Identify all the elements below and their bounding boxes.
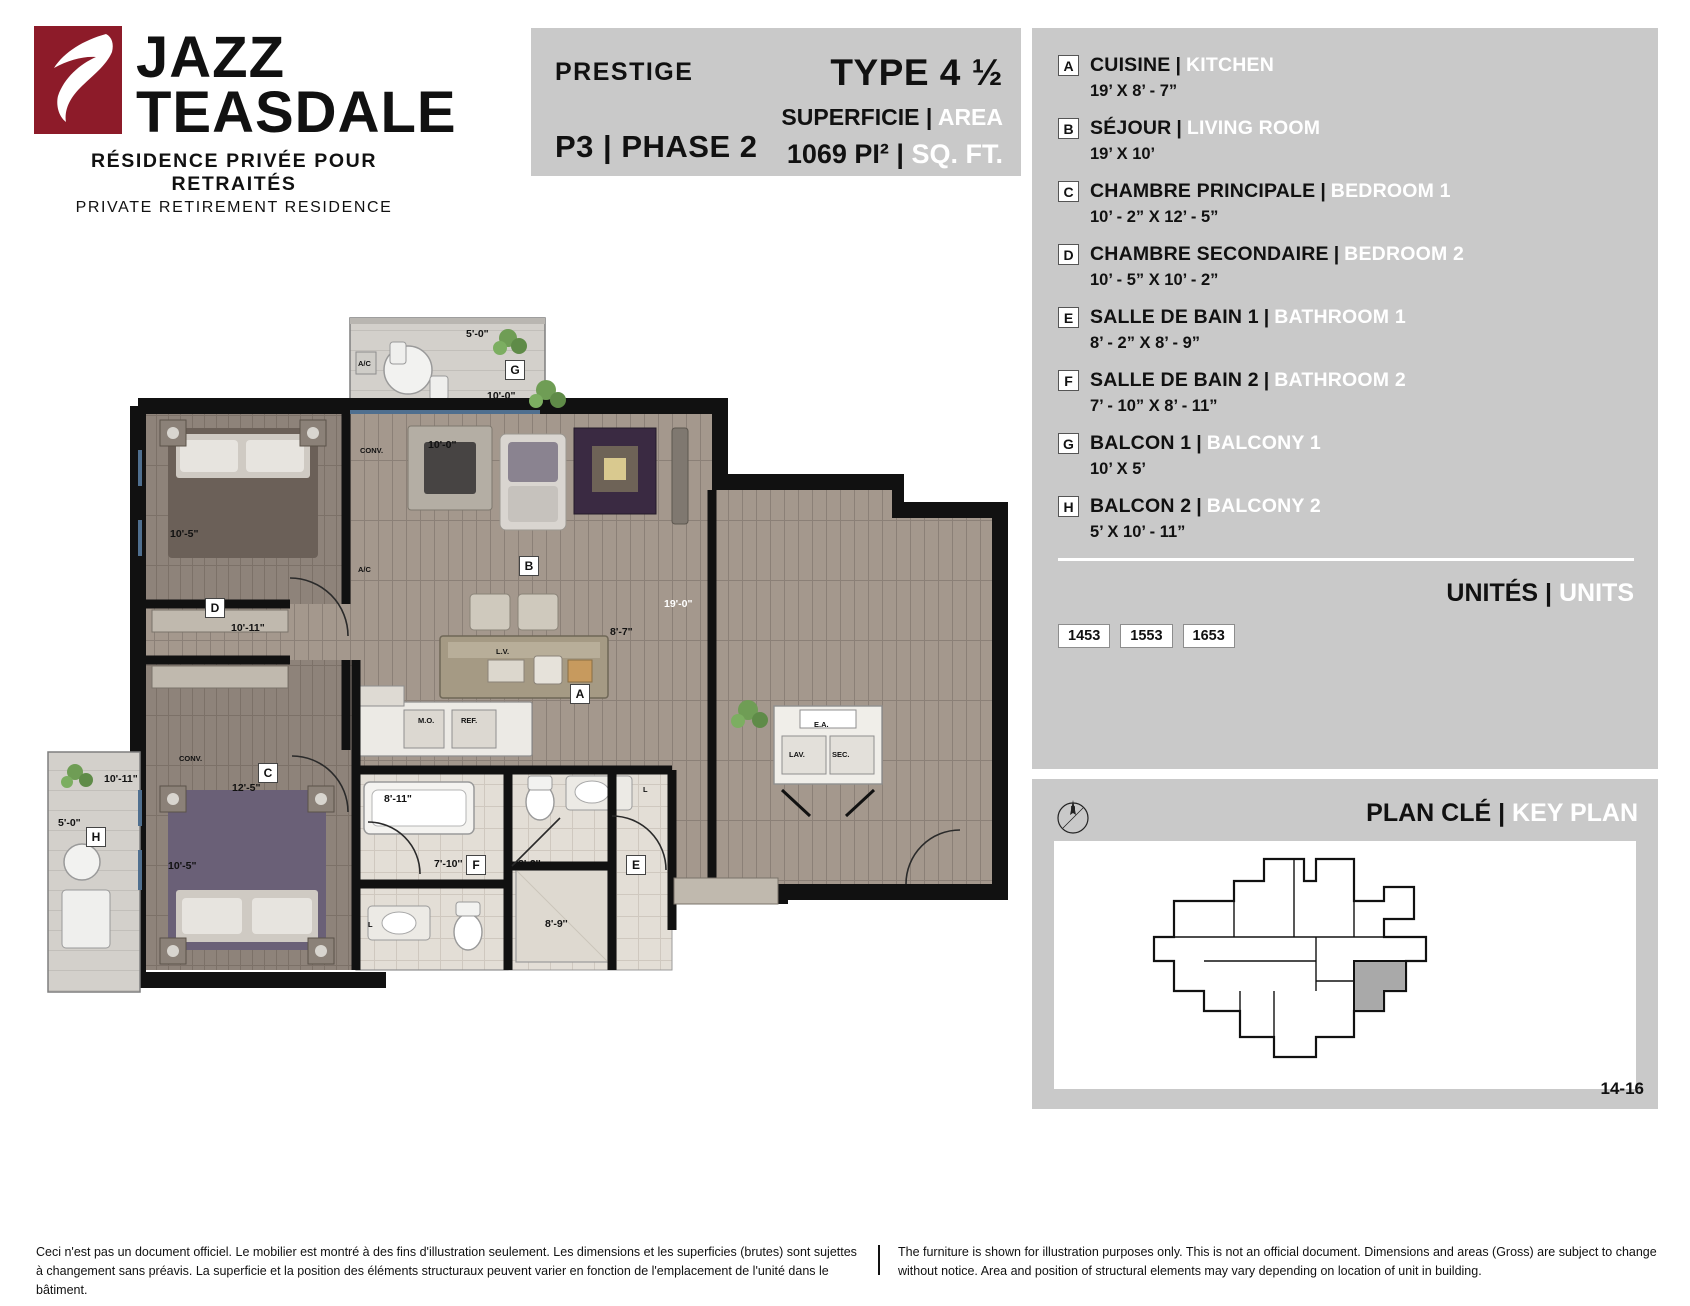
label-ac-2: A/C — [358, 565, 371, 574]
prestige-label: PRESTIGE — [555, 58, 694, 86]
legend-sep-g: | — [1196, 432, 1202, 454]
room-marker-e: E — [626, 855, 646, 875]
dim-bedroom-2-width: 10'-5" — [170, 528, 199, 540]
unit-code: P3 — [555, 129, 594, 164]
room-marker-a: A — [570, 684, 590, 704]
area-value-fr: 1069 PI² — [786, 139, 889, 169]
key-plan-title-en: KEY PLAN — [1512, 799, 1638, 827]
logo-line-2: TEASDALE — [136, 80, 457, 146]
dim-bedroom-1-width: 10'-5" — [168, 860, 197, 872]
legend-dim-g: 10’ X 5’ — [1090, 460, 1146, 478]
legend-item-bathroom-2 — [1058, 369, 1634, 416]
bedroom-2-area — [146, 414, 346, 604]
legend-label-en-b: LIVING ROOM — [1186, 117, 1321, 139]
legend-label-en-f: BATHROOM 2 — [1274, 369, 1406, 391]
key-plan-title — [1366, 799, 1638, 828]
legend-key-e: E — [1058, 307, 1079, 328]
legend-label-en-d: BEDROOM 2 — [1344, 243, 1465, 265]
dim-balcony-1-length: 10'-0" — [487, 390, 516, 402]
units-title-sep: | — [1545, 579, 1559, 607]
legend-label-en-c: BEDROOM 1 — [1330, 180, 1451, 202]
key-plan-floors: 14-16 — [1600, 1079, 1644, 1098]
dim-bathroom-1-length: 8'-9'' — [545, 918, 568, 930]
unit-chip-2: 1553 — [1120, 624, 1172, 648]
legend-sep-e: | — [1263, 306, 1270, 328]
compass-icon — [1050, 795, 1096, 841]
legend-key-g: G — [1058, 433, 1079, 454]
superficie-label-fr: SUPERFICIE — [781, 104, 920, 130]
units-title — [1032, 579, 1658, 608]
key-plan-canvas — [1054, 841, 1636, 1089]
legend-label-en-h: BALCONY 2 — [1206, 495, 1321, 517]
legend-sep-d: | — [1333, 243, 1340, 265]
dim-bathroom-2-width: 7'-10'' — [434, 858, 463, 870]
legend-dim-a: 19’ X 8’ - 7” — [1090, 82, 1178, 100]
footer-disclaimer-fr: Ceci n'est pas un document officiel. Le mobilier est montré à des fins d'illustration seulement. Les dimensions et les superficies (brutes) sont sujettes à changement sans préavis. La superficie et la position des éléments structuraux peuvent varier en fonction de l'emplacement de l'unité dans le bâtiment. — [36, 1245, 857, 1297]
legend-label-fr-a: CUISINE — [1090, 54, 1171, 76]
legend-label-fr-c: CHAMBRE PRINCIPALE — [1090, 180, 1316, 202]
legend-label-en-a: KITCHEN — [1185, 54, 1275, 76]
legend-list — [1032, 28, 1658, 542]
footer-divider — [878, 1245, 880, 1275]
legend-dim-b: 19’ X 10’ — [1090, 145, 1156, 163]
pipe-separator: | — [603, 129, 622, 164]
legend-item-bedroom-2 — [1058, 243, 1634, 290]
units-title-fr: UNITÉS — [1446, 579, 1539, 607]
legend-key-b: B — [1058, 118, 1079, 139]
label-dishwasher: L.V. — [496, 647, 510, 656]
unit-chip-3: 1653 — [1183, 624, 1235, 648]
room-marker-f: F — [466, 855, 486, 875]
label-refrigerator: REF. — [461, 716, 478, 725]
room-marker-c: C — [258, 763, 278, 783]
footer-disclaimer-en: The furniture is shown for illustration purposes only. This is not an official document. Dimensions and areas (Gross) are subject to change without notice. Area and position of structural elements may vary depending on location of unit in building. — [898, 1245, 1657, 1278]
legend-label-en-e: BATHROOM 1 — [1274, 306, 1406, 328]
unit-chip-1: 1453 — [1058, 624, 1110, 648]
units-title-en: UNITS — [1559, 579, 1634, 607]
legend-sep-h: | — [1196, 495, 1202, 517]
logo-subtitle-fr: RÉSIDENCE PRIVÉE POUR RETRAITÉS — [90, 150, 378, 196]
phase-label: PHASE 2 — [621, 129, 758, 164]
legend-label-fr-d: CHAMBRE SECONDAIRE — [1090, 243, 1329, 265]
dim-living-length: 19'-0" — [664, 598, 693, 610]
label-ac-balcony: A/C — [358, 359, 371, 368]
room-marker-b: B — [519, 556, 539, 576]
dim-entry-width: 10'-0" — [428, 439, 457, 451]
dim-bathroom-1-width: 8'-2'' — [518, 858, 541, 870]
label-linen-2: L — [368, 920, 373, 929]
legend-key-c: C — [1058, 181, 1079, 202]
label-microwave: M.O. — [418, 716, 435, 725]
label-dryer: SEC. — [832, 750, 850, 759]
legend-item-balcony-1 — [1058, 432, 1634, 479]
legend-sep-c: | — [1320, 180, 1326, 202]
legend-dim-e: 8’ - 2” X 8’ - 9” — [1090, 334, 1201, 352]
label-conv-2: CONV. — [179, 754, 203, 763]
legend-sep-b: | — [1176, 117, 1182, 139]
legend-key-h: H — [1058, 496, 1079, 517]
type-label: TYPE 4 ½ — [830, 52, 1003, 93]
balcony-2-area — [48, 752, 140, 992]
legend-dim-f: 7’ - 10” X 8’ - 11” — [1090, 397, 1218, 415]
legend-label-fr-f: SALLE DE BAIN 2 — [1090, 369, 1259, 391]
legend-key-f: F — [1058, 370, 1079, 391]
area-value-en: SQ. FT. — [911, 139, 1003, 169]
dim-balcony-2-width: 5'-0" — [58, 817, 81, 829]
label-conv-1: CONV. — [360, 446, 384, 455]
floor-plan-drawing — [0, 190, 1030, 1190]
legend-item-bedroom-1 — [1058, 180, 1634, 227]
key-plan-panel — [1032, 779, 1658, 1109]
dim-kitchen-depth: 8'-7" — [610, 626, 633, 638]
superficie-label-en: AREA — [937, 104, 1003, 130]
logo-line-1: JAZZ — [136, 25, 285, 90]
bedroom-1-area — [146, 660, 356, 970]
legend-divider — [1058, 558, 1634, 561]
legend-item-kitchen — [1058, 54, 1634, 101]
dim-bathroom-2-length: 8'-11" — [384, 793, 412, 805]
legend-dim-c: 10’ - 2” X 12’ - 5” — [1090, 208, 1219, 226]
legend-label-fr-e: SALLE DE BAIN 1 — [1090, 306, 1259, 328]
key-plan-title-fr: PLAN CLÉ — [1366, 799, 1492, 827]
legend-label-fr-g: BALCON 1 — [1090, 432, 1192, 454]
legend-dim-d: 10’ - 5” X 10’ - 2” — [1090, 271, 1219, 289]
legend-label-en-g: BALCONY 1 — [1206, 432, 1321, 454]
legend-key-a: A — [1058, 55, 1079, 76]
dim-bedroom-2-length: 10'-11" — [231, 622, 265, 634]
key-plan-title-sep: | — [1498, 799, 1513, 827]
legend-item-balcony-2 — [1058, 495, 1634, 542]
room-marker-g: G — [505, 360, 525, 380]
pipe-separator-2: | — [925, 104, 938, 130]
legend-sep-a: | — [1175, 54, 1181, 76]
dim-balcony-2-length: 10'-11" — [104, 773, 138, 785]
logo-mark-icon — [34, 26, 122, 134]
legend-label-fr-b: SÉJOUR — [1090, 117, 1172, 139]
room-marker-d: D — [205, 598, 225, 618]
legend-label-fr-h: BALCON 2 — [1090, 495, 1192, 517]
label-linen-1: L — [643, 785, 648, 794]
legend-dim-h: 5’ X 10’ - 11” — [1090, 523, 1186, 541]
room-marker-h: H — [86, 827, 106, 847]
dim-balcony-1-width: 5'-0" — [466, 328, 489, 340]
pipe-separator-3: | — [896, 139, 912, 169]
unit-chip-list — [1032, 624, 1658, 648]
dim-bedroom-1-length: 12'-5" — [232, 782, 261, 794]
legend-panel — [1032, 28, 1658, 769]
svg-text:N: N — [1070, 806, 1076, 813]
title-bar — [531, 28, 1021, 176]
legend-sep-f: | — [1263, 369, 1270, 391]
legend-item-bathroom-1 — [1058, 306, 1634, 353]
label-washer: LAV. — [789, 750, 805, 759]
label-water-heater: E.A. — [814, 720, 829, 729]
logo-subtitle-en: PRIVATE RETIREMENT RESIDENCE — [75, 199, 393, 217]
legend-key-d: D — [1058, 244, 1079, 265]
brand-logo — [34, 26, 464, 217]
legend-item-living-room — [1058, 117, 1634, 164]
